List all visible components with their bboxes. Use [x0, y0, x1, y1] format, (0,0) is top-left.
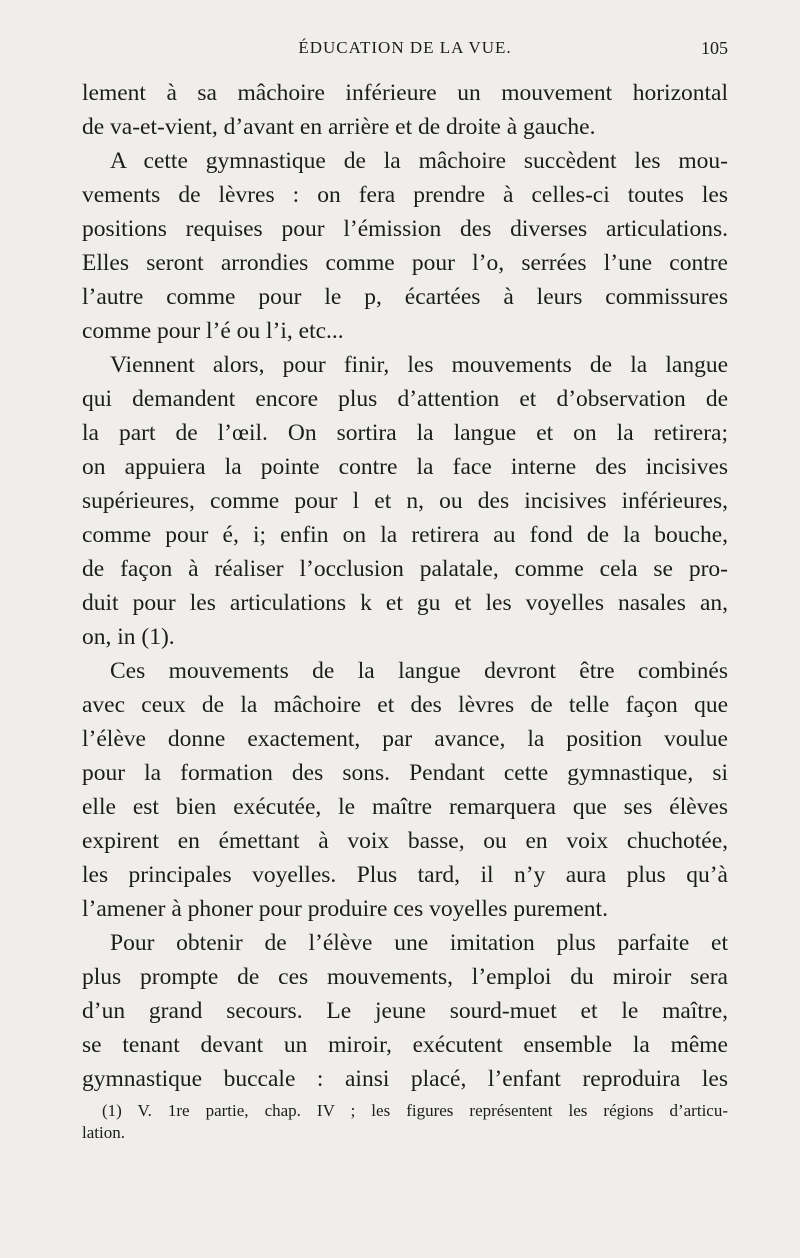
text-line: se tenant devant un miroir, exécutent ensemble la même [82, 1032, 728, 1058]
text-line: pour la formation des sons. Pendant cette gymnastique, si [82, 760, 728, 786]
text-line: on appuiera la pointe contre la face interne des incisives [82, 454, 728, 480]
text-line: comme pour l’é ou l’i, etc... [82, 318, 344, 344]
text-line: d’un grand secours. Le jeune sourd-muet et le maître, [82, 998, 728, 1024]
text-line: A cette gymnastique de la mâchoire succèdent les mou- [110, 148, 728, 174]
text-line: de va-et-vient, d’avant en arrière et de droite à gauche. [82, 114, 596, 140]
text-line: l’élève donne exactement, par avance, la position voulue [82, 726, 728, 752]
text-line: Pour obtenir de l’élève une imitation plus parfaite et [110, 930, 728, 956]
text-line: supérieures, comme pour l et n, ou des incisives inférieures, [82, 488, 728, 514]
footnotes [82, 1100, 728, 1144]
page-number: 105 [701, 38, 728, 58]
text-line: positions requises pour l’émission des diverses articulations. [82, 216, 728, 242]
text-line: de façon à réaliser l’occlusion palatale, comme cela se pro- [82, 556, 728, 582]
text-line: on, in (1). [82, 624, 175, 650]
text-line: plus prompte de ces mouvements, l’emploi du miroir sera [82, 964, 728, 990]
text-line: l’amener à phoner pour produire ces voyelles purement. [82, 896, 608, 922]
text-line: Viennent alors, pour finir, les mouvements de la langue [110, 352, 728, 378]
running-title: ÉDUCATION DE LA VUE. [298, 38, 512, 57]
footnote-line: (1) V. 1re partie, chap. IV ; les figures représentent les régions d’articu- [102, 1101, 728, 1120]
text-line: duit pour les articulations k et gu et les voyelles nasales an, [82, 590, 728, 616]
text-line: qui demandent encore plus d’attention et d’observation de [82, 386, 728, 412]
page-header [82, 34, 728, 64]
text-line: Elles seront arrondies comme pour l’o, serrées l’une contre [82, 250, 728, 276]
text-line: expirent en émettant à voix basse, ou en voix chuchotée, [82, 828, 728, 854]
text-line: gymnastique buccale : ainsi placé, l’enfant reproduira les [82, 1066, 728, 1092]
text-line: la part de l’œil. On sortira la langue et on la retirera; [82, 420, 728, 446]
body-text [82, 76, 728, 1096]
text-line: comme pour é, i; enfin on la retirera au fond de la bouche, [82, 522, 728, 548]
text-line: avec ceux de la mâchoire et des lèvres de telle façon que [82, 692, 728, 718]
footnote-line: lation. [82, 1123, 125, 1142]
text-line: l’autre comme pour le p, écartées à leurs commissures [82, 284, 728, 310]
text-line: vements de lèvres : on fera prendre à celles-ci toutes les [82, 182, 728, 208]
text-line: elle est bien exécutée, le maître remarquera que ses élèves [82, 794, 728, 820]
text-line: les principales voyelles. Plus tard, il n’y aura plus qu’à [82, 862, 728, 888]
text-line: Ces mouvements de la langue devront être combinés [110, 658, 728, 684]
text-line: lement à sa mâchoire inférieure un mouvement horizontal [82, 80, 728, 106]
